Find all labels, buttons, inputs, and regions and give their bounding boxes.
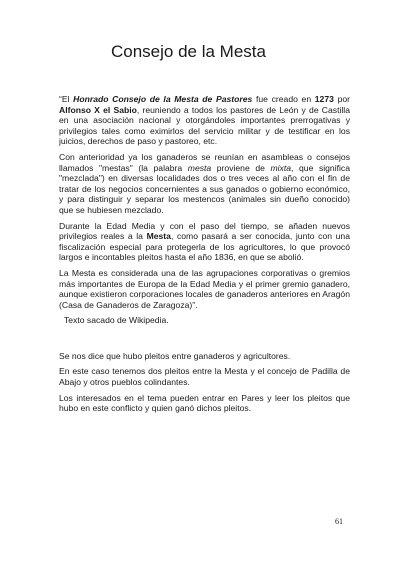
term-honrado-consejo: Honrado Consejo de la Mesta de Pastores (73, 94, 253, 104)
term-mixta: mixta (270, 162, 292, 173)
text: , como pasará a ser conocida, junto con una fiscalización especial para protegerla de los agricultores, lo que provocó largos e incontables pleitos hasta el año 1836, en que se abolió. (59, 231, 350, 263)
text: Con anterioridad ya los ganaderos se reunían en asambleas o consejos llamados "mestas" (la palabra (59, 151, 350, 173)
year-1273: 1273 (314, 94, 334, 104)
text: proviene de (211, 162, 271, 173)
paragraph-disputes: Se nos dice que hubo pleitos entre ganaderos y agricultores. (59, 350, 291, 361)
page-number: 61 (335, 517, 343, 526)
text: Durante la Edad Media y con el paso del tiempo, se añaden nuevos privilegios reales a la (59, 220, 350, 242)
paragraph-definition (59, 94, 350, 147)
paragraph-pares: Los interesados en el tema pueden entrar en Pares y leer los pleitos que hubo en este conflicto y quien ganó dichos pleitos. (59, 392, 350, 414)
paragraph-origins (59, 152, 350, 216)
term-mesta: mesta (187, 162, 212, 173)
paragraph-importance: La Mesta es considerada una de las agrupaciones corporativas o gremios más importantes de Europa de la Edad Media y el primer gremio ganadero, aunque existieron corporaciones locales de ganaderos anteriores en Aragón (Casa de Ganaderos de Zaragoza)”. (59, 267, 350, 310)
text: fue creado en (252, 94, 315, 104)
source-note: Texto sacado de Wikipedia. (64, 315, 169, 326)
text: , reuniendo a todos los pastores de León y de Castilla en una asociación nacional y otorgándoles importantes prerrogativas y privilegios tales como eximirlos del servicio militar y de testificar en los juicios, derechos de paso y pastoreo, etc. (59, 104, 350, 147)
text: , que significa "mezclada") en diversas localidades dos o tres veces al año con el fin de tratar de los negocios concernientes a sus ganados o gobierno económico, y para distinguir y separar los mestencos (animales sin dueño conocido) que se hubiesen mezclado. (59, 162, 350, 215)
paragraph-middle-ages (59, 221, 350, 263)
text: por (333, 94, 350, 104)
name-alfonso-x: Alfonso X el Sabio (59, 104, 137, 115)
page-title: Consejo de la Mesta (111, 42, 266, 61)
document-body (59, 94, 350, 419)
text: “El (59, 94, 74, 104)
term-mesta-bold: Mesta (146, 231, 171, 242)
paragraph-padilla: En este caso tenemos dos pleitos entre la Mesta y el concejo de Padilla de Abajo y otros pueblos colindantes. (59, 366, 350, 388)
